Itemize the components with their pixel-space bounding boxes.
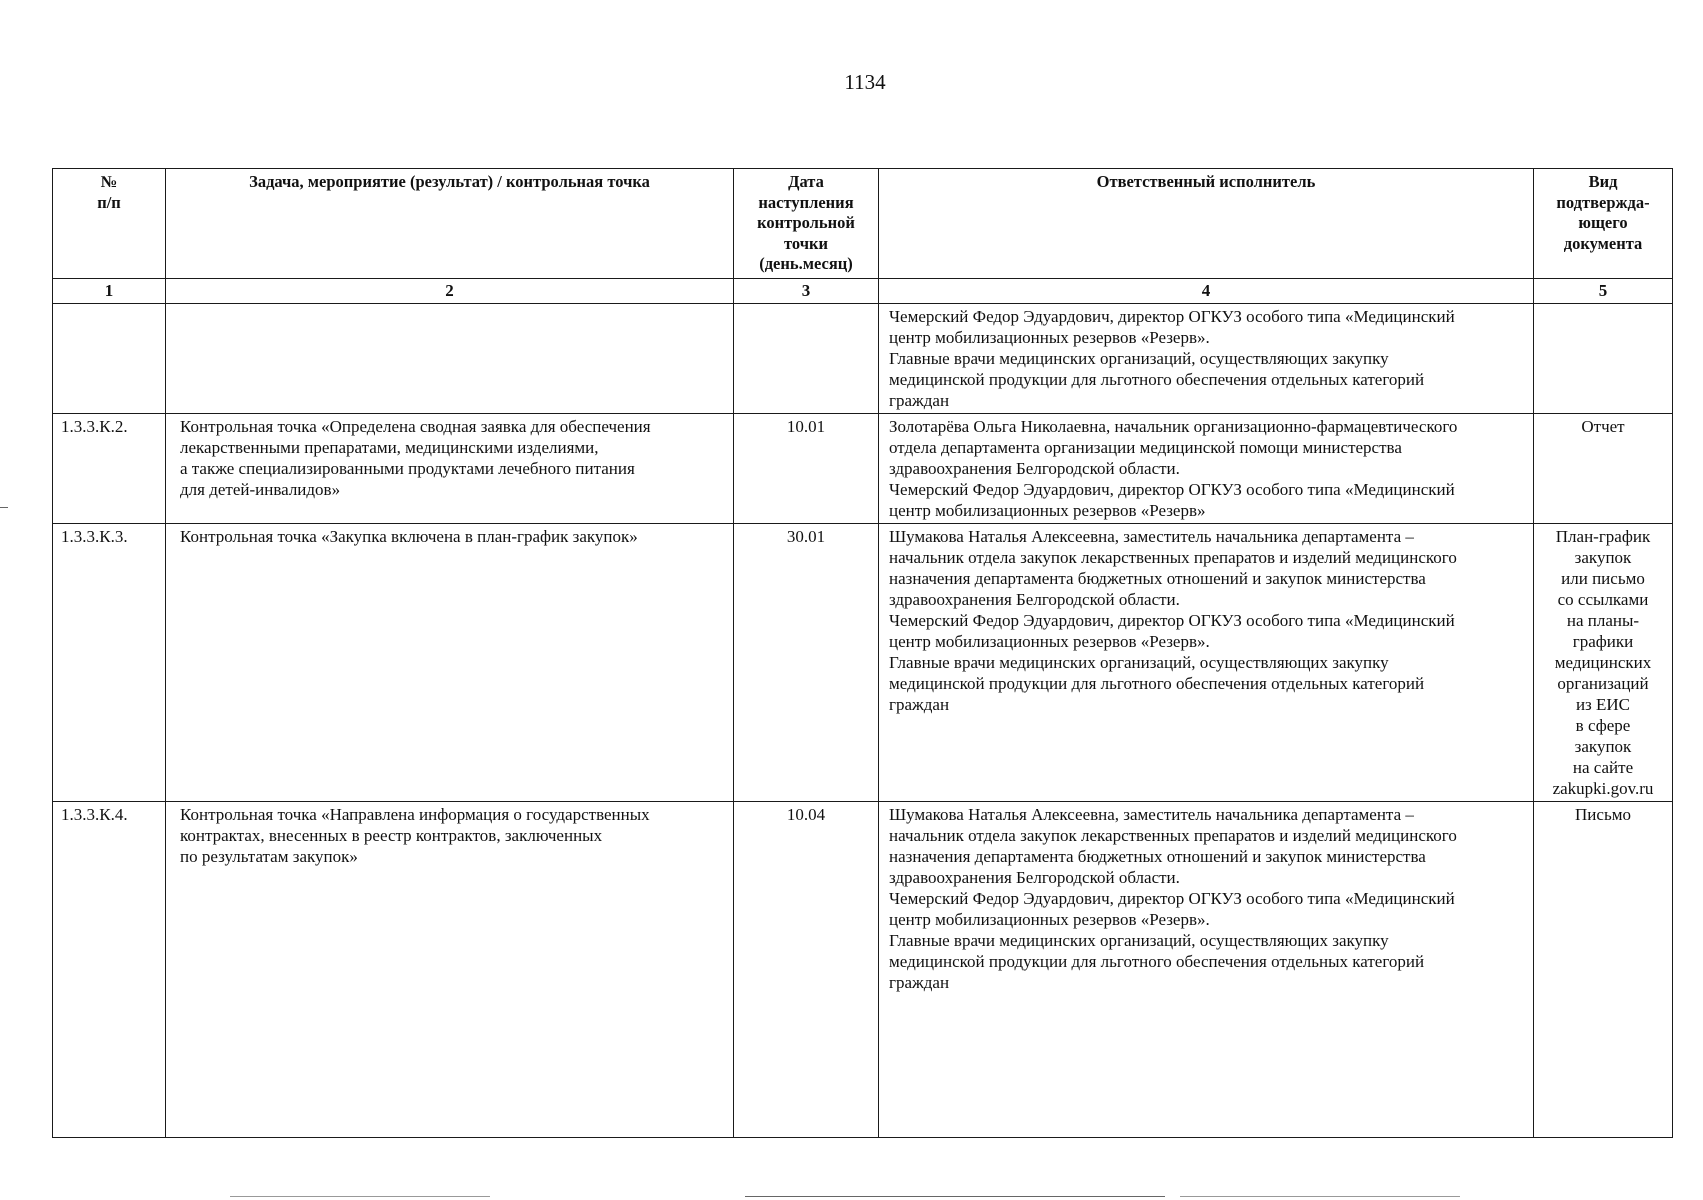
responsible-line: граждан — [889, 972, 950, 992]
responsible-line: начальник отдела закупок лекарственных препаратов и изделий медицинского — [889, 825, 1457, 845]
responsible-line: Чемерский Федор Эдуардович, директор ОГКУЗ особого типа «Медицинский — [889, 610, 1455, 630]
task-line: лекарственными препаратами, медицинскими изделиями, — [180, 437, 599, 457]
header-date — [734, 169, 879, 279]
task-line: контрактах, внесенных в реестр контрактов, заключенных — [180, 825, 603, 845]
row-number: 1.3.3.К.2. — [53, 413, 166, 523]
column-number: 5 — [1534, 278, 1673, 303]
document-type-line: из ЕИС — [1575, 694, 1631, 714]
responsible-line: центр мобилизационных резервов «Резерв». — [889, 909, 1210, 929]
header-task — [166, 169, 734, 279]
header-num-line: п/п — [97, 192, 121, 212]
column-number-row — [53, 278, 1673, 303]
responsible-line: здравоохранения Белгородской области. — [889, 458, 1180, 478]
column-number: 2 — [166, 278, 734, 303]
scan-artifact — [745, 1196, 1165, 1197]
document-type-line: медицинских — [1554, 652, 1652, 672]
table-row — [53, 801, 1673, 1137]
scan-artifact — [1180, 1196, 1460, 1197]
responsible-line: центр мобилизационных резервов «Резерв». — [889, 327, 1210, 347]
responsible-line: медицинской продукции для льготного обеспечения отдельных категорий — [889, 951, 1425, 971]
header-doc — [1534, 169, 1673, 279]
task-cell — [166, 801, 734, 1137]
responsible-line: здравоохранения Белгородской области. — [889, 867, 1180, 887]
responsible-line: медицинской продукции для льготного обеспечения отдельных категорий — [889, 673, 1425, 693]
document-type-cell — [1534, 303, 1673, 413]
responsible-line: отдела департамента организации медицинской помощи министерства — [889, 437, 1402, 457]
document-type-line: закупок — [1574, 736, 1632, 756]
responsible-line: Главные врачи медицинских организаций, осуществляющих закупку — [889, 348, 1389, 368]
scan-artifact — [0, 507, 8, 508]
responsible-cell — [879, 801, 1534, 1137]
document-type-line: в сфере — [1575, 715, 1631, 735]
header-resp-line: Ответственный исполнитель — [1096, 172, 1316, 191]
task-line: по результатам закупок» — [180, 846, 358, 866]
responsible-line: Шумакова Наталья Алексеевна, заместитель начальника департамента – — [889, 526, 1414, 546]
document-type-line: организаций — [1557, 673, 1649, 693]
responsible-line: Главные врачи медицинских организаций, осуществляющих закупку — [889, 930, 1389, 950]
date-cell: 30.01 — [734, 523, 879, 801]
document-type-line: zakupki.gov.ru — [1552, 778, 1654, 798]
header-doc-line: подтвержда- — [1556, 192, 1650, 212]
header-row — [53, 169, 1673, 279]
responsible-cell — [879, 413, 1534, 523]
header-doc-line: документа — [1563, 233, 1643, 253]
responsible-line: медицинской продукции для льготного обеспечения отдельных категорий — [889, 369, 1425, 389]
document-type-line: со ссылками — [1557, 589, 1649, 609]
responsible-line: Золотарёва Ольга Николаевна, начальник организационно-фармацевтического — [889, 416, 1458, 436]
header-date-line: точки — [783, 233, 829, 253]
responsible-line: граждан — [889, 694, 950, 714]
row-number — [53, 303, 166, 413]
responsible-line: центр мобилизационных резервов «Резерв». — [889, 631, 1210, 651]
task-line: Контрольная точка «Определена сводная заявка для обеспечения — [180, 416, 651, 436]
header-date-line: Дата — [788, 172, 824, 191]
document-type-line: графики — [1572, 631, 1634, 651]
control-points-table — [52, 168, 1673, 1138]
page-number: 1134 — [844, 70, 886, 94]
table-row — [53, 303, 1673, 413]
header-num-line: № — [100, 172, 118, 191]
date-cell — [734, 303, 879, 413]
column-number: 3 — [734, 278, 879, 303]
document-type-cell — [1534, 413, 1673, 523]
header-resp — [879, 169, 1534, 279]
task-cell — [166, 303, 734, 413]
task-line: Контрольная точка «Закупка включена в план-график закупок» — [180, 526, 638, 546]
responsible-line: назначения департамента бюджетных отношений и закупок министерства — [889, 568, 1426, 588]
responsible-line: Шумакова Наталья Алексеевна, заместитель начальника департамента – — [889, 804, 1414, 824]
responsible-line: граждан — [889, 390, 950, 410]
header-doc-line: ющего — [1578, 213, 1628, 232]
responsible-line: Чемерский Федор Эдуардович, директор ОГКУЗ особого типа «Медицинский — [889, 888, 1455, 908]
table-body — [53, 303, 1673, 1137]
document-type-line: Письмо — [1575, 804, 1631, 824]
header-date-line: контрольной — [757, 213, 855, 232]
document-type-line: План-график — [1555, 526, 1651, 546]
document-type-line: или письмо — [1561, 568, 1645, 588]
task-cell — [166, 523, 734, 801]
date-cell: 10.04 — [734, 801, 879, 1137]
task-cell — [166, 413, 734, 523]
responsible-line: Чемерский Федор Эдуардович, директор ОГКУЗ особого типа «Медицинский — [889, 479, 1455, 499]
responsible-cell — [879, 303, 1534, 413]
responsible-cell — [879, 523, 1534, 801]
document-type-line: закупок — [1574, 547, 1632, 567]
task-line: Контрольная точка «Направлена информация о государственных — [180, 804, 650, 824]
header-date-line: наступления — [758, 192, 854, 212]
header-date-line: (день.месяц) — [759, 254, 853, 273]
document-type-cell — [1534, 801, 1673, 1137]
document-type-cell — [1534, 523, 1673, 801]
table-row — [53, 523, 1673, 801]
responsible-line: здравоохранения Белгородской области. — [889, 589, 1180, 609]
responsible-line: Главные врачи медицинских организаций, осуществляющих закупку — [889, 652, 1389, 672]
header-num — [53, 169, 166, 279]
task-line: а также специализированными продуктами лечебного питания — [180, 458, 635, 478]
document-type-line: Отчет — [1581, 416, 1625, 436]
row-number: 1.3.3.К.4. — [53, 801, 166, 1137]
row-number: 1.3.3.К.3. — [53, 523, 166, 801]
table-row — [53, 413, 1673, 523]
document-type-line: на планы- — [1566, 610, 1640, 630]
header-task-line: Задача, мероприятие (результат) / контрольная точка — [249, 172, 650, 191]
document-type-line: на сайте — [1572, 757, 1634, 777]
column-number: 4 — [879, 278, 1534, 303]
scan-artifact — [230, 1196, 490, 1197]
responsible-line: Чемерский Федор Эдуардович, директор ОГКУЗ особого типа «Медицинский — [889, 306, 1455, 326]
date-cell: 10.01 — [734, 413, 879, 523]
header-doc-line: Вид — [1588, 172, 1618, 191]
responsible-line: начальник отдела закупок лекарственных препаратов и изделий медицинского — [889, 547, 1457, 567]
column-number: 1 — [53, 278, 166, 303]
responsible-line: центр мобилизационных резервов «Резерв» — [889, 500, 1206, 520]
responsible-line: назначения департамента бюджетных отношений и закупок министерства — [889, 846, 1426, 866]
task-line: для детей-инвалидов» — [180, 479, 341, 499]
